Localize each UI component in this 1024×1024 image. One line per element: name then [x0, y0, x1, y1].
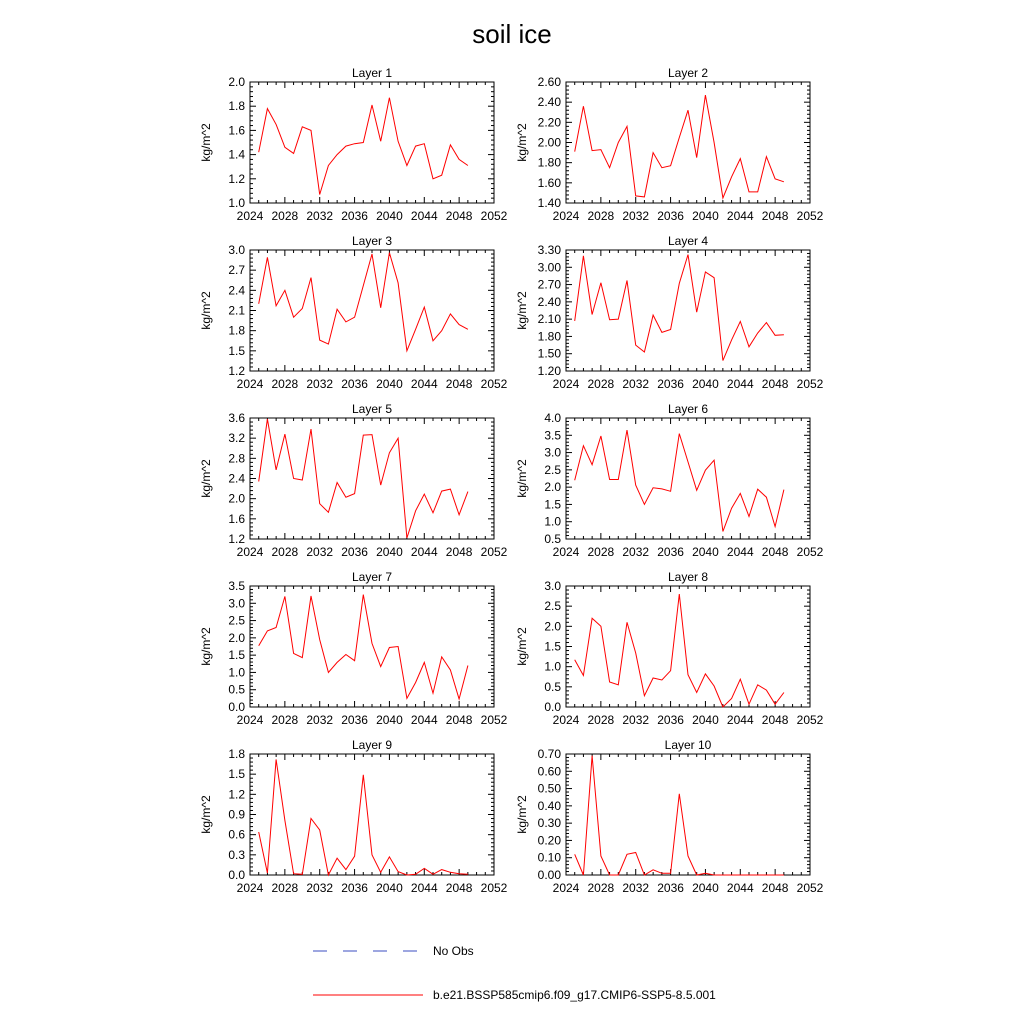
layer-8-ylabel: kg/m^2: [515, 627, 529, 666]
x-tick-label: 2028: [271, 377, 299, 391]
layer-2-ylabel: kg/m^2: [515, 123, 529, 162]
layer-3-title: Layer 3: [351, 234, 393, 248]
x-tick-label: 2048: [761, 713, 789, 727]
x-tick-label: 2052: [796, 881, 824, 895]
y-tick-label: 2.5: [544, 599, 561, 614]
x-tick-label: 2032: [622, 209, 650, 223]
layer-3-panel: [199, 234, 508, 391]
x-tick-label: 2032: [306, 209, 334, 223]
y-tick-label: 2.0: [228, 75, 245, 89]
y-tick-label: 1.5: [228, 767, 245, 782]
y-tick-label: 0.5: [228, 682, 245, 697]
legend-model-run-label: b.e21.BSSP585cmip6.f09_g17.CMIP6-SSP5-8.5.001: [433, 988, 716, 1002]
y-tick-label: 1.80: [537, 329, 561, 344]
x-tick-label: 2052: [796, 377, 824, 391]
y-tick-label: 0.10: [537, 850, 561, 865]
x-tick-label: 2052: [796, 209, 824, 223]
y-tick-label: 1.5: [544, 639, 561, 654]
y-tick-label: 1.2: [228, 787, 245, 802]
x-tick-label: 2044: [726, 713, 754, 727]
y-tick-label: 3.0: [544, 445, 561, 460]
y-tick-label: 1.4: [228, 147, 245, 162]
layer-8-title: Layer 8: [667, 570, 709, 584]
x-tick-label: 2052: [480, 377, 508, 391]
x-tick-label: 2028: [271, 713, 299, 727]
x-tick-label: 2024: [236, 377, 264, 391]
x-tick-label: 2048: [445, 545, 473, 559]
layer-5-title: Layer 5: [351, 402, 393, 416]
x-tick-label: 2024: [236, 881, 264, 895]
layer-7-frame: [250, 586, 494, 707]
x-tick-label: 2048: [445, 713, 473, 727]
x-tick-label: 2052: [480, 713, 508, 727]
layer-6-title: Layer 6: [667, 402, 709, 416]
y-tick-label: 0.0: [228, 868, 245, 882]
x-tick-label: 2028: [587, 713, 615, 727]
figure-title: soil ice: [472, 19, 552, 49]
y-tick-label: 1.2: [228, 364, 245, 378]
x-tick-label: 2040: [692, 209, 719, 223]
x-tick-label: 2024: [552, 209, 580, 223]
x-tick-label: 2052: [480, 545, 508, 559]
x-tick-label: 2048: [445, 881, 473, 895]
layer-4-title: Layer 4: [667, 234, 709, 248]
x-tick-label: 2044: [410, 377, 438, 391]
x-tick-label: 2036: [341, 713, 368, 727]
y-tick-label: 2.00: [537, 135, 561, 150]
x-tick-label: 2048: [445, 209, 473, 223]
x-tick-label: 2040: [692, 881, 719, 895]
layer-6-ylabel: kg/m^2: [515, 459, 529, 498]
y-tick-label: 3.5: [544, 428, 561, 443]
layer-7-ylabel: kg/m^2: [199, 627, 213, 666]
x-tick-label: 2044: [726, 545, 754, 559]
layer-6-panel: [515, 402, 824, 559]
layer-9-series-line: [259, 759, 468, 875]
x-tick-label: 2044: [410, 881, 438, 895]
x-tick-label: 2052: [480, 209, 508, 223]
layer-8-series-line: [575, 594, 784, 707]
y-tick-label: 1.5: [228, 648, 245, 663]
x-tick-label: 2032: [306, 377, 334, 391]
layer-2-title: Layer 2: [667, 66, 709, 80]
x-tick-label: 2044: [726, 377, 754, 391]
x-tick-label: 2040: [692, 713, 719, 727]
y-tick-label: 2.5: [544, 462, 561, 477]
x-tick-label: 2024: [236, 545, 264, 559]
y-tick-label: 1.5: [228, 343, 245, 358]
y-tick-label: 2.40: [537, 95, 561, 110]
x-tick-label: 2048: [761, 209, 789, 223]
layer-7-panel: [199, 570, 508, 727]
y-tick-label: 2.40: [537, 294, 561, 309]
panel-grid: [199, 66, 824, 895]
x-tick-label: 2040: [692, 377, 719, 391]
y-tick-label: 1.8: [228, 747, 245, 761]
y-tick-label: 3.00: [537, 260, 561, 275]
y-tick-label: 1.0: [228, 665, 245, 680]
legend-no-obs-label: No Obs: [433, 944, 474, 958]
y-tick-label: 0.60: [537, 764, 561, 779]
x-tick-label: 2044: [410, 713, 438, 727]
y-tick-label: 3.0: [228, 243, 245, 257]
y-tick-label: 3.5: [228, 579, 245, 593]
layer-1-frame: [250, 82, 494, 203]
x-tick-label: 2048: [761, 377, 789, 391]
y-tick-label: 2.60: [537, 75, 561, 89]
layer-10-series-line: [575, 756, 784, 875]
y-tick-label: 0.00: [537, 868, 561, 882]
y-tick-label: 1.5: [544, 497, 561, 512]
x-tick-label: 2044: [726, 881, 754, 895]
x-tick-label: 2032: [306, 545, 334, 559]
x-tick-label: 2024: [552, 377, 580, 391]
x-tick-label: 2036: [657, 377, 684, 391]
x-tick-label: 2052: [796, 545, 824, 559]
x-tick-label: 2036: [341, 377, 368, 391]
y-tick-label: 0.3: [228, 847, 245, 862]
y-tick-label: 4.0: [544, 411, 561, 425]
y-tick-label: 1.2: [228, 532, 245, 546]
y-tick-label: 1.0: [228, 196, 245, 210]
layer-5-panel: [199, 402, 508, 559]
x-tick-label: 2032: [306, 881, 334, 895]
y-tick-label: 2.70: [537, 277, 561, 292]
layer-9-title: Layer 9: [351, 738, 393, 752]
layer-9-frame: [250, 754, 494, 875]
y-tick-label: 1.2: [228, 171, 245, 186]
y-tick-label: 0.70: [537, 747, 561, 761]
layer-4-frame: [566, 250, 810, 371]
y-tick-label: 1.0: [544, 659, 561, 674]
x-tick-label: 2048: [445, 377, 473, 391]
x-tick-label: 2052: [796, 713, 824, 727]
layer-4-series-line: [575, 255, 784, 361]
x-tick-label: 2052: [480, 881, 508, 895]
x-tick-label: 2040: [376, 545, 403, 559]
x-tick-label: 2024: [236, 713, 264, 727]
x-tick-label: 2048: [761, 881, 789, 895]
x-tick-label: 2028: [587, 545, 615, 559]
y-tick-label: 2.0: [544, 480, 561, 495]
x-tick-label: 2036: [657, 713, 684, 727]
x-tick-label: 2028: [587, 209, 615, 223]
y-tick-label: 1.6: [228, 511, 245, 526]
x-tick-label: 2032: [622, 713, 650, 727]
layer-4-panel: [515, 234, 824, 391]
x-tick-label: 2048: [761, 545, 789, 559]
x-tick-label: 2040: [376, 713, 403, 727]
y-tick-label: 2.7: [228, 263, 245, 278]
x-tick-label: 2028: [271, 881, 299, 895]
x-tick-label: 2028: [587, 377, 615, 391]
legend: [313, 944, 716, 1002]
y-tick-label: 1.80: [537, 155, 561, 170]
x-tick-label: 2044: [726, 209, 754, 223]
y-tick-label: 2.4: [228, 471, 245, 486]
y-tick-label: 2.8: [228, 451, 245, 466]
x-tick-label: 2036: [657, 881, 684, 895]
layer-8-frame: [566, 586, 810, 707]
y-tick-label: 3.2: [228, 431, 245, 446]
x-tick-label: 2032: [622, 377, 650, 391]
y-tick-label: 2.0: [544, 619, 561, 634]
x-tick-label: 2028: [271, 209, 299, 223]
y-tick-label: 1.20: [537, 364, 561, 378]
y-tick-label: 1.60: [537, 175, 561, 190]
layer-1-series-line: [259, 98, 468, 195]
x-tick-label: 2028: [271, 545, 299, 559]
layer-10-ylabel: kg/m^2: [515, 795, 529, 834]
y-tick-label: 1.0: [544, 514, 561, 529]
y-tick-label: 1.8: [228, 323, 245, 338]
y-tick-label: 2.0: [228, 630, 245, 645]
y-tick-label: 2.10: [537, 312, 561, 327]
layer-3-series-line: [259, 253, 468, 351]
x-tick-label: 2024: [552, 545, 580, 559]
y-tick-label: 0.40: [537, 798, 561, 813]
x-tick-label: 2032: [622, 881, 650, 895]
x-tick-label: 2032: [622, 545, 650, 559]
y-tick-label: 0.0: [228, 700, 245, 714]
layer-1-title: Layer 1: [351, 66, 393, 80]
y-tick-label: 0.30: [537, 816, 561, 831]
layer-7-title: Layer 7: [351, 570, 393, 584]
y-tick-label: 0.9: [228, 807, 245, 822]
y-tick-label: 2.1: [228, 303, 245, 318]
x-tick-label: 2024: [236, 209, 264, 223]
x-tick-label: 2040: [376, 881, 403, 895]
y-tick-label: 3.0: [544, 579, 561, 593]
layer-3-ylabel: kg/m^2: [199, 291, 213, 330]
x-tick-label: 2040: [376, 377, 403, 391]
x-tick-label: 2032: [306, 713, 334, 727]
layer-6-series-line: [575, 430, 784, 531]
layer-4-ylabel: kg/m^2: [515, 291, 529, 330]
layer-10-title: Layer 10: [664, 738, 712, 752]
y-tick-label: 0.6: [228, 827, 245, 842]
y-tick-label: 2.20: [537, 115, 561, 130]
x-tick-label: 2028: [587, 881, 615, 895]
y-tick-label: 2.0: [228, 491, 245, 506]
y-tick-label: 2.4: [228, 283, 245, 298]
layer-2-frame: [566, 82, 810, 203]
layer-1-ylabel: kg/m^2: [199, 123, 213, 162]
x-tick-label: 2044: [410, 545, 438, 559]
layer-2-series-line: [575, 95, 784, 198]
x-tick-label: 2040: [376, 209, 403, 223]
x-tick-label: 2036: [657, 545, 684, 559]
layer-2-panel: [515, 66, 824, 223]
x-tick-label: 2036: [341, 545, 368, 559]
y-tick-label: 1.8: [228, 99, 245, 114]
x-tick-label: 2036: [341, 881, 368, 895]
layer-1-panel: [199, 66, 508, 223]
x-tick-label: 2040: [692, 545, 719, 559]
y-tick-label: 1.40: [537, 196, 561, 210]
layer-8-panel: [515, 570, 824, 727]
x-tick-label: 2044: [410, 209, 438, 223]
y-tick-label: 3.30: [537, 243, 561, 257]
x-tick-label: 2036: [341, 209, 368, 223]
y-tick-label: 2.5: [228, 613, 245, 628]
y-tick-label: 3.0: [228, 596, 245, 611]
y-tick-label: 0.50: [537, 781, 561, 796]
y-tick-label: 0.5: [544, 679, 561, 694]
y-tick-label: 1.6: [228, 123, 245, 138]
layer-9-panel: [199, 738, 508, 895]
x-tick-label: 2024: [552, 713, 580, 727]
layer-3-frame: [250, 250, 494, 371]
y-tick-label: 0.0: [544, 700, 561, 714]
layer-9-ylabel: kg/m^2: [199, 795, 213, 834]
y-tick-label: 0.20: [537, 833, 561, 848]
y-tick-label: 1.50: [537, 346, 561, 361]
layer-5-series-line: [259, 419, 468, 538]
y-tick-label: 3.6: [228, 411, 245, 425]
layer-5-ylabel: kg/m^2: [199, 459, 213, 498]
y-tick-label: 0.5: [544, 532, 561, 546]
x-tick-label: 2036: [657, 209, 684, 223]
layer-7-series-line: [259, 595, 468, 699]
x-tick-label: 2024: [552, 881, 580, 895]
layer-10-panel: [515, 738, 824, 895]
